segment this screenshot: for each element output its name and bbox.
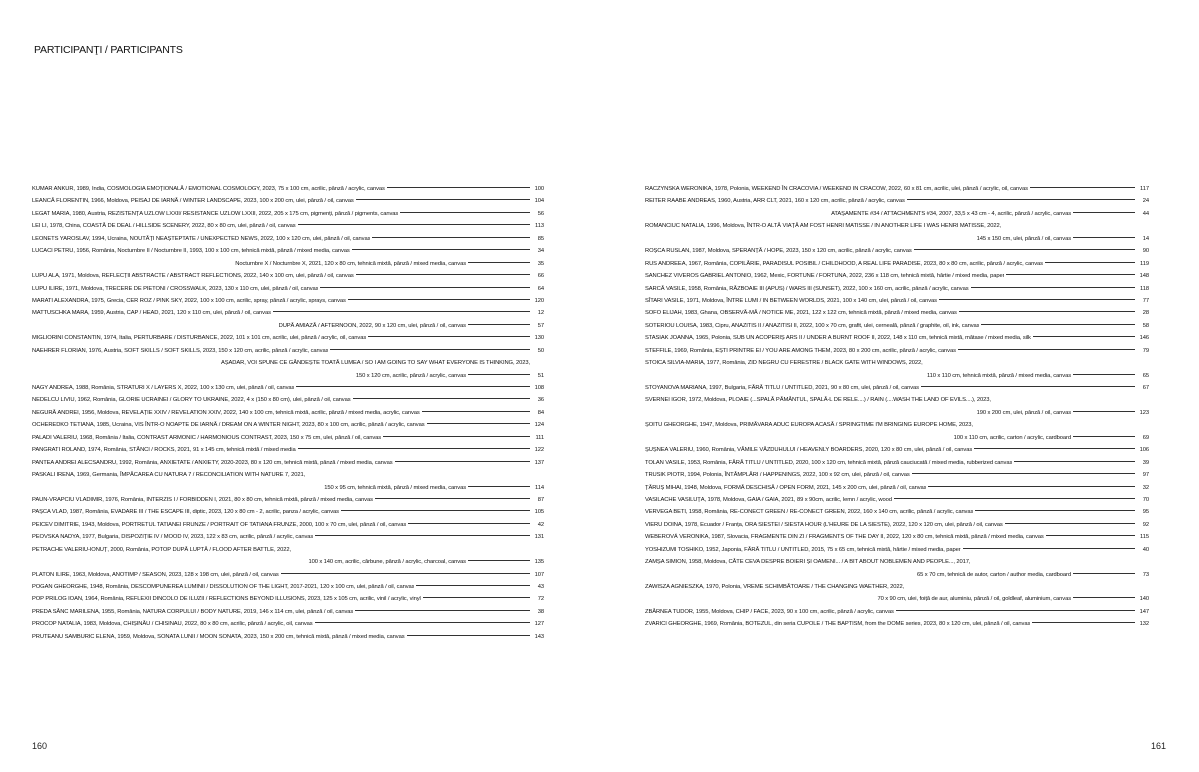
entry-page-number: 106 [1139,447,1149,454]
entry-text: PROCOP NATALIA, 1983, Moldova, CHIȘINĂU / CHISINAU, 2022, 80 x 80 cm, acrilic, pânză / acrylic, oil, canvas [32,621,313,628]
entry-page-number: 95 [1142,509,1149,516]
entry-text: 190 x 200 cm, ulei, pânză / oil, canvas [976,409,1071,416]
entry-text: ATAȘAMENTE #34 / ATTACHMENTS #34, 2007, 33,5 x 43 cm - 4, acrilic, pânză / acrylic, canvas [831,210,1071,217]
entry-text: MATTUSCHKA MARA, 1959, Austria, CAP / HEAD, 2021, 120 x 110 cm, ulei, pânză / oil, canvas [32,310,271,317]
leader-line [372,237,530,238]
leader-line [348,299,530,300]
entry-text: RACZYNSKA WERONIKA, 1978, Polonia, WEEKEND ÎN CRACOVIA / WEEKEND IN CRACOW, 2022, 60 x 81 cm, acrilic, ulei, pânză / acrylic, oil, canvas [645,186,1028,192]
participant-entry [32,245,544,257]
entry-text: 110 x 110 cm, tehnică mixtă, pânză / mixed media, canvas [926,372,1071,379]
entry-text: VASILACHE VASILUȚA, 1978, Moldova, GAIA / GAIA, 2021, 89 x 90cm, acrilic, lemn / acrylic, wood [645,496,892,503]
leader-line [914,249,1135,250]
entry-page-number: 57 [537,322,544,329]
leader-line [958,349,1135,350]
entry-page-number: 97 [1142,472,1149,479]
entry-page-number: 65 [1142,372,1149,379]
participant-entry [32,519,544,531]
entry-text: AȘADAR, VOI SPUNE CE GÂNDEȘTE TOATĂ LUMEA / SO I AM GOING TO SAY WHAT EVERYONE IS THINKING, 2023, [220,360,530,367]
entry-page-number: 123 [1139,409,1149,416]
entry-text: ZAWISZA AGNIESZKA, 1970, Polonia, VREME SCHIMBĂTOARE / THE CHANGING WAETHER, 2022, [645,584,905,590]
leader-line [1006,274,1135,275]
participant-entry [645,283,1149,295]
page-title: PARTICIPANŢI / PARTICIPANTS [34,44,183,56]
participant-entry [645,506,1149,518]
participant-entry [32,220,544,232]
leader-line [894,498,1135,499]
entry-text: YOSHIZUMI TOSHIKO, 1952, Japonia, FĂRĂ TITLU / UNTITLED, 2015, 75 x 65 cm, tehnică mixtă, hârtie / mixed media, paper [645,546,961,553]
participant-entry [645,245,1149,257]
entry-page-number: 70 [1142,496,1149,503]
participant-entry [32,258,544,270]
entry-text: STEFFILE, 1969, România, EȘTI PRINTRE EI / YOU ARE AMONG THEM, 2023, 80 x 200 cm, acrilic, pânză / acrylic, canvas [645,347,956,354]
leader-line [408,523,530,524]
participant-entry [645,606,1149,618]
participant-entry [645,195,1149,207]
entry-page-number: 35 [537,260,544,267]
entry-page-number: 105 [534,509,544,516]
participant-entry [645,258,1149,270]
entry-text: KUMAR ANKUR, 1989, India, COSMOLOGIA EMOȚIONALĂ / EMOTIONAL COSMOLOGY, 2023, 75 x 100 cm, acrilic, pânză / acrylic, canvas [32,186,385,192]
entry-text: PASKALI IRENA, 1969, Germania, ÎMPĂCAREA CU NATURA 7 / RECONCILIATION WITH NATURE 7, 2021, [32,472,306,479]
entry-page-number: 14 [1142,235,1149,242]
entry-text: SANCHEZ VIVEROS GABRIEL ANTONIO, 1962, Mexic, FORTUNE / FORTUNA, 2022, 236 x 118 cm, tehnică mixtă, hârtie / mixed media, paper [645,273,1005,280]
participant-entry [32,283,544,295]
leader-line [939,299,1135,300]
entry-page-number: 104 [534,198,544,205]
entry-text: ȘOITU GHEORGHE, 1947, Moldova, PRIMĂVARA ADUC EUROPA ACASĂ / SPRINGTIME I'M BRINGING EUROPE HOME, 2023, [645,422,973,429]
participant-entry [32,506,544,518]
entry-text: Nocturnbre X / Nocturnbre X, 2021, 120 x 80 cm, tehnică mixtă, pânză / mixed media, canvas [235,260,466,267]
entry-page-number: 132 [1139,621,1149,628]
participant-entry [645,382,1149,394]
participant-entry [645,482,1149,494]
participant-entry [645,208,1149,220]
entry-page-number: 38 [537,608,544,615]
participant-entry [645,494,1149,506]
leader-line [959,311,1135,312]
participants-list-left [32,183,544,643]
entry-page-number: 148 [1139,273,1149,280]
leader-line [296,386,530,387]
entry-text: MARATI ALEXANDRA, 1975, Grecia, CER ROZ / PINK SKY, 2022, 100 x 100 cm, acrilic, spray, pânză / acrylic, sprays, canvas [32,297,346,304]
entry-page-number: 28 [1142,310,1149,317]
entry-page-number: 100 [534,186,544,192]
leader-line [1073,237,1135,238]
leader-line [912,473,1135,474]
entry-page-number: 120 [534,297,544,304]
leader-line [1073,436,1135,437]
leader-line [387,187,530,188]
leader-line [298,224,530,225]
leader-line [395,461,530,462]
entry-page-number: 58 [1142,322,1149,329]
entry-text: PEICEV DIMITRIE, 1943, Moldova, PORTRETUL TATIANEI FRUNZE / PORTRAIT OF TATIANA FRUNZE, 2000, 100 x 70 cm, ulei, pânză / oil, canvas [32,521,407,528]
entry-text: REITER RAABE ANDREAS, 1960, Austria, ARR CLT, 2021, 160 x 120 cm, acrilic, pânză / acrylic, canvas [645,198,905,205]
entry-text: TOLAN VASILE, 1953, România, FĂRĂ TITLU / UNTITLED, 2020, 100 x 120 cm, tehnică mixtă, pânză cauciucată / mixed media, rubberized canvas [645,459,1013,466]
participant-entry [32,208,544,220]
participant-entry [32,307,544,319]
entry-text: SÎTARI VASILE, 1971, Moldova, ÎNTRE LUMI / IN BETWEEN WORLDS, 2021, 100 x 140 cm, ulei, pânză / oil, canvas [645,297,937,304]
entry-text: 70 x 90 cm, ulei, foiță de aur, aluminiu, pânză / oil, goldleaf, aluminium, canvas [877,596,1071,603]
leader-line [1046,535,1135,536]
entry-text: DUPĂ AMIAZĂ / AFTERNOON, 2022, 90 x 120 cm, ulei, pânză / oil, canvas [278,322,466,329]
participant-entry [32,370,544,382]
participant-entry [32,357,544,369]
participant-entry [645,345,1149,357]
participant-entry [32,618,544,630]
entry-text: 145 x 150 cm, ulei, pânză / oil, canvas [976,235,1071,242]
entry-page-number: 77 [1142,297,1149,304]
participant-entry [645,432,1149,444]
entry-text: 100 x 110 cm, acrilic, carton / acrylic, cardboard [953,434,1071,441]
entry-page-number: 118 [1140,285,1149,292]
entry-text: STOICA SILVIA-MARIA, 1977, România, ZID NEGRU CU FERESTRE / BLACK GATE WITH WINDOWS, 2022, [645,360,923,367]
entry-text: POGAN GHEORGHE, 1948, România, DESCOMPUNEREA LUMINII / DISSOLUTION OF THE LIGHT, 2017-2021, 120 x 100 cm, ulei, pânză / oil, canvas [32,584,415,590]
entry-text: ȘUȘNEA VALERIU, 1960, România, VÂMILE VĂZDUHULUI / HEAVENLY BOARDERS, 2020, 120 x 80 cm, ulei, pânză / oil, canvas [645,447,973,454]
participant-entry [32,531,544,543]
participant-entry [645,183,1149,195]
leader-line [1032,622,1135,623]
participant-entry [32,394,544,406]
entry-text: SARCĂ VASILE, 1958, România, RĂZBOAIE III (APUS) / WARS III (SUNSET), 2022, 100 x 160 cm, acrilic, pânză / acrylic, canvas [645,285,969,292]
leader-line [368,336,530,337]
entry-text: POP PRILOG IOAN, 1964, România, REFLEXII DINCOLO DE ILUZII / REFLECTIONS BEYOND ILLUSIONS, 2023, 125 x 105 cm, acrilic, vinil / acrylic, vinyl [32,596,421,603]
participant-entry [32,457,544,469]
leader-line [963,548,1135,549]
entry-page-number: 127 [534,621,544,628]
entry-text: ZVARICI GHEORGHE, 1969, România, BOTEZUL, din seria CUPOLE / THE BAPTISM, from the DOME series, 2023, 80 x 120 cm, ulei, pânză / oil, canvas [645,621,1031,628]
participant-entry [645,444,1149,456]
participant-entry [645,407,1149,419]
leader-line [1073,573,1135,574]
participant-entry [645,270,1149,282]
entry-text: LEONETS YAROSLAV, 1994, Ucraina, NOUTĂȚI NEAȘTEPTATE / UNEXPECTED NEWS, 2022, 100 x 120 cm, ulei, pânză / oil, canvas [32,235,371,242]
entry-page-number: 42 [537,521,544,528]
participant-entry [32,345,544,357]
participant-entry [645,332,1149,344]
entry-page-number: 34 [537,248,544,255]
leader-line [1073,212,1135,213]
entry-page-number: 32 [1142,484,1149,491]
entry-text: LEANCĂ FLORENTIN, 1966, Moldova, PEISAJ DE IARNĂ / WINTER LANDSCAPE, 2023, 100 x 200 cm, ulei, pânză / oil, canvas [32,198,354,205]
participant-entry [32,183,544,195]
entry-text: PETRACHE VALERIU-IONUȚ, 2000, România, POTOP DUPĂ LUPTĂ / FLOOD AFTER BATTLE, 2022, [32,546,291,553]
entry-page-number: 43 [537,584,544,590]
leader-line [921,386,1135,387]
entry-page-number: 73 [1142,571,1149,578]
participant-entry [32,195,544,207]
entry-page-number: 67 [1142,385,1149,391]
participant-entry [645,394,1149,406]
leader-line [298,448,530,449]
leader-line [1045,262,1135,263]
entry-text: 150 x 120 cm, acrilic, pânză / acrylic, canvas [355,372,466,379]
participants-list-right [645,183,1149,631]
entry-page-number: 135 [534,559,544,566]
entry-text: SOTERIOU LOUISA, 1983, Cipru, ANAZITIS II / ANAZITISI II, 2022, 100 x 70 cm, grafit, ulei, cerneală, pânză / graphite, oil, ink, canvas [645,322,980,329]
entry-text: PRUTEANU SAMBURIC ELENA, 1959, Moldova, SONATA LUNII / MOON SONATA, 2023, 150 x 200 cm, tehnică mixtă, pânză / mixed media, canvas [32,633,405,640]
entry-page-number: 137 [534,459,544,466]
entry-text: LUPU ILIRE, 1971, Moldova, TRECERE DE PIETONI / CROSSWALK, 2023, 130 x 110 cm, ulei, pânză / oil, canvas [32,285,319,292]
entry-text: OCHEREDKO TETIANA, 1985, Ucraina, VIS ÎNTR-O NOAPTE DE IARNĂ / DREAM ON A WINTER NIGHT, 2023, 80 x 100 cm, acrilic, pânză / acrylic, canvas [32,422,425,429]
participant-entry [32,556,544,568]
participant-entry [645,519,1149,531]
leader-line [1073,411,1135,412]
participant-entry [645,593,1149,605]
leader-line [427,423,530,424]
participant-entry [645,556,1149,568]
entry-page-number: 114 [535,484,544,491]
participant-entry [645,295,1149,307]
leader-line [416,585,530,586]
entry-page-number: 131 [534,534,544,541]
leader-line [330,349,530,350]
leader-line [423,597,530,598]
entry-page-number: 147 [1139,608,1149,615]
participant-entry [32,482,544,494]
leader-line [281,573,530,574]
entry-text: ROȘCA RUSLAN, 1987, Moldova, SPERANȚĂ / HOPE, 2023, 150 x 120 cm, acrilic, pânză / acrylic, canvas [645,248,912,255]
entry-text: NEGURĂ ANDREI, 1956, Moldova, REVELAȚIE XXIV / REVELATION XXIV, 2022, 140 x 100 cm, tehnică mixtă, acrilic, pânză / mixed media, acrylic, canvas [32,409,420,416]
entry-page-number: 113 [535,223,544,230]
leader-line [353,398,530,399]
leader-line [407,635,530,636]
leader-line [355,610,530,611]
entry-text: PANGRATI ROLAND, 1974, România, STÂNCI / ROCKS, 2021, 91 x 145 cm, tehnică mixtă / mixed media [32,447,296,454]
entry-page-number: 146 [1139,335,1149,342]
entry-text: SOFO ELIJAH, 1983, Ghana, OBSERVĂ-MĂ / NOTICE ME, 2021, 122 x 122 cm, tehnică mixtă, pânză / mixed media, canvas [645,310,957,317]
leader-line [1033,336,1135,337]
entry-text: PALADI VALERIU, 1968, România / Italia, CONTRAST ARMONIC / HARMONIOUS CONTRAST, 2023, 150 x 75 cm, ulei, pânză / oil, canvas [32,434,382,441]
leader-line [975,510,1135,511]
entry-page-number: 108 [534,385,544,391]
entry-page-number: 119 [1140,260,1149,267]
participant-entry [32,544,544,556]
entry-text: VIERU DOINA, 1978, Ecuador / Franța, ORA SIESTEI / SIESTA HOUR (L'HEURE DE LA SIESTE), 2022, 120 x 120 cm, ulei, pânză / oil, canvas [645,521,1003,528]
entry-page-number: 84 [537,409,544,416]
participant-entry [32,320,544,332]
entry-text: 150 x 95 cm, tehnică mixtă, pânză / mixed media, canvas [324,484,466,491]
entry-text: ZAMȘA SIMION, 1958, Moldova, CÂTE CEVA DESPRE BOIERI ȘI OAMENI... / A BIT ABOUT NOBLEMEN AND PEOPLE..., 2017, [645,559,971,566]
leader-line [383,436,530,437]
entry-text: 65 x 70 cm, tehnică de autor, carton / author media, cardboard [917,571,1071,578]
entry-text: ZBÂRNEA TUDOR, 1955, Moldova, CHIP / FACE, 2023, 90 x 100 cm, acrilic, pânză / acrylic, canvas [645,608,894,615]
entry-page-number: 107 [534,571,544,578]
leader-line [468,262,530,263]
participant-entry [32,233,544,245]
entry-page-number: 111 [535,434,544,441]
leader-line [273,311,530,312]
entry-page-number: 44 [1142,210,1149,217]
leader-line [974,448,1135,449]
page-number-left: 160 [32,741,48,751]
participant-entry [32,581,544,593]
entry-text: LEI LI, 1978, China, COASTĂ DE DEAL / HILLSIDE SCENERY, 2022, 80 x 80 cm, ulei, pânză / oil, canvas [32,223,296,230]
leader-line [375,498,530,499]
participant-entry [32,382,544,394]
entry-text: MIGLIORINI CONSTANTIN, 1974, Italia, PERTURBARE / DISTURBANCE, 2022, 101 x 101 cm, acrilic, ulei, pânză / acrylic, oil, canvas [32,335,367,342]
entry-text: NAEHRER FLORIAN, 1976, Austria, SOFT SKILLS / SOFT SKILLS, 2023, 150 x 120 cm, acrilic, pânză / acrylic, canvas [32,347,329,354]
leader-line [1073,597,1135,598]
participant-entry [32,631,544,643]
entry-page-number: 130 [534,335,544,342]
entry-page-number: 117 [1140,186,1149,192]
participant-entry [645,457,1149,469]
entry-text: 100 x 140 cm, acrilic, cărbune, pânză / acrylic, charcoal, canvas [308,559,466,566]
leader-line [1073,374,1135,375]
entry-text: ȚĂRUȘ MIHAI, 1948, Moldova, FORMĂ DESCHISĂ / OPEN FORM, 2021, 145 x 200 cm, ulei, pânză / oil, canvas [645,484,927,491]
entry-page-number: 124 [534,422,544,429]
participant-entry [645,544,1149,556]
leader-line [352,249,530,250]
page-number-right: 161 [1150,741,1166,751]
participant-entry [32,593,544,605]
leader-line [400,212,530,213]
entry-text: RUS ANDREEA, 1967, România, COPILĂRIE, PARADISUL POSIBIL / CHILDHOOD, A REAL LIFE PARADISE, 2023, 80 x 80 cm, acrilic, pânză / acrylic, canvas [645,260,1043,267]
participant-entry [645,220,1149,232]
participant-entry [32,494,544,506]
participant-entry [32,332,544,344]
entry-text: VERVEGA BETI, 1958, România, RE-CONECT GREEN / RE-CONECT GREEN, 2022, 160 x 140 cm, acrilic, pânză / acrylic, canvas [645,509,974,516]
entry-page-number: 140 [1139,596,1149,603]
entry-page-number: 64 [537,285,544,292]
leader-line [320,287,530,288]
entry-page-number: 69 [1142,434,1149,441]
participant-entry [645,370,1149,382]
entry-text: PANTEA ANDREI ALECSANDRU, 1992, România, ANXIETATE / ANXIETY, 2020-2023, 80 x 120 cm, tehnică mixtă, pânză / mixed media, canvas [32,459,393,466]
participant-entry [32,569,544,581]
entry-page-number: 56 [537,210,544,217]
participant-entry [645,469,1149,481]
leader-line [907,199,1135,200]
entry-text: PAȘCA VLAD, 1987, România, EVADARE III / THE ESCAPE III, diptic, 2023, 120 x 80 cm - 2, acrilic, panza / acrylic, canvas [32,509,339,516]
participant-entry [32,444,544,456]
participant-entry [645,569,1149,581]
entry-page-number: 143 [534,633,544,640]
leader-line [468,486,530,487]
leader-line [422,411,530,412]
entry-page-number: 122 [534,447,544,454]
leader-line [468,560,530,561]
entry-text: PAUN-VRAPCIU VLADIMIR, 1976, România, INTERZIS I / FORBIDDEN I, 2021, 80 x 80 cm, tehnică mixtă, pânză / mixed media, canvas [32,496,373,503]
entry-text: WEBEROVÁ VERONIKA, 1987, Slovacia, FRAGMENTE DIN ZI / FRAGMENTS OF THE DAY II, 2022, 120 x 80 cm, tehnică mixtă, pânză / mixed media, canvas [645,534,1044,541]
participant-entry [32,407,544,419]
entry-page-number: 72 [537,596,544,603]
participant-entry [32,270,544,282]
participant-entry [645,531,1149,543]
entry-page-number: 40 [1142,546,1149,553]
participant-entry [645,618,1149,630]
entry-text: LUPU ALA, 1971, Moldova, REFLECȚII ABSTRACTE / ABSTRACT REFLECTIONS, 2022, 140 x 100 cm, ulei, pânză / oil, canvas [32,273,354,280]
entry-page-number: 115 [1140,534,1149,541]
entry-page-number: 66 [537,273,544,280]
participant-entry [645,357,1149,369]
leader-line [315,622,530,623]
leader-line [341,510,530,511]
participant-entry [32,469,544,481]
entry-page-number: 12 [537,310,544,317]
entry-page-number: 24 [1142,198,1149,205]
entry-page-number: 51 [537,372,544,379]
entry-text: TRUSIK PIOTR, 1994, Polonia, ÎNTÂMPLĂRI / HAPPENINGS, 2022, 100 x 92 cm, ulei, pânză / oil, canvas [645,472,910,479]
entry-text: PREDA SÂNC MARILENA, 1955, România, NATURA CORPULUI / BODY NATURE, 2019, 146 x 114 cm, ulei, pânză / oil, canvas [32,608,354,615]
leader-line [981,324,1135,325]
leader-line [1014,461,1135,462]
participant-entry [32,419,544,431]
participant-entry [32,606,544,618]
entry-text: STOYANOVA MARIANA, 1997, Bulgaria, FĂRĂ TITLU / UNTITLED, 2021, 90 x 80 cm, ulei, pânză / oil, canvas [645,385,919,391]
entry-page-number: 85 [537,235,544,242]
entry-text: PLATON ILIRE, 1963, Moldova, ANOTIMP / SEASON, 2023, 128 x 198 cm, ulei, pânză / oil, canvas [32,571,279,578]
participant-entry [32,295,544,307]
participant-entry [645,320,1149,332]
leader-line [468,374,530,375]
participant-entry [645,233,1149,245]
entry-page-number: 36 [537,397,544,404]
participant-entry [645,581,1149,593]
entry-text: LEGAT MARIA, 1980, Austria, REZISTENȚA UZLOW LXXII/ RESISTANCE UZLOW LXXII, 2022, 205 x 175 cm, pigmenți, pânză / pigments, canvas [32,210,399,217]
entry-page-number: 79 [1142,347,1149,354]
leader-line [971,287,1136,288]
entry-text: NAGY ANDREA, 1988, România, STRATURI X / LAYERS X, 2022, 100 x 130 cm, ulei, pânză / oil, canvas [32,385,295,391]
entry-page-number: 87 [537,496,544,503]
leader-line [1005,523,1135,524]
entry-text: PEOVSKA NADYA, 1977, Bulgaria, DISPOZIȚIE IV / MOOD IV, 2023, 122 x 83 cm, acrilic, pânză / acrylic, canvas [32,534,314,541]
leader-line [356,199,530,200]
leader-line [356,274,530,275]
leader-line [468,324,530,325]
entry-text: SVERNEI IGOR, 1972, Moldova, PLOAIE (...SPALĂ PĂMÂNTUL, SPALĂ-L DE RELE....) / RAIN (....WASH THE LAND OF EVILS....), 2023, [645,397,991,404]
entry-page-number: 39 [1142,459,1149,466]
participant-entry [32,432,544,444]
entry-page-number: 50 [537,347,544,354]
entry-text: LUCACI PETRU, 1956, România, Nocturnbre II / Nocturnbre II, 1993, 100 x 100 cm, tehnică mixtă, pânză / mixed media, canvas [32,248,350,255]
leader-line [896,610,1135,611]
entry-text: STASIAK JOANNA, 1965, Polonia, SUB UN ACOPERIȘ ARS II / UNDER A BURNT ROOF II, 2022, 148 x 110 cm, tehnică mixtă, mătase / mixed media, silk [645,335,1031,342]
leader-line [315,535,530,536]
leader-line [928,486,1135,487]
entry-page-number: 92 [1142,521,1149,528]
participant-entry [645,307,1149,319]
participant-entry [645,419,1149,431]
entry-text: ROMANCIUC NATALIA, 1996, Moldova, ÎNTR-O ALTĂ VIAȚĂ AM FOST HENRI MATISSE / IN ANOTHER LIFE I WAS HENRI MATISSE, 2022, [645,223,1002,230]
entry-text: NEDELCU LIVIU, 1962, România, GLORIE UCRAINEI / GLORY TO UKRAINE, 2022, 4 x (150 x 80 cm), ulei, pânză / oil, canvas [32,397,351,404]
leader-line [1030,187,1135,188]
entry-page-number: 90 [1142,248,1149,255]
